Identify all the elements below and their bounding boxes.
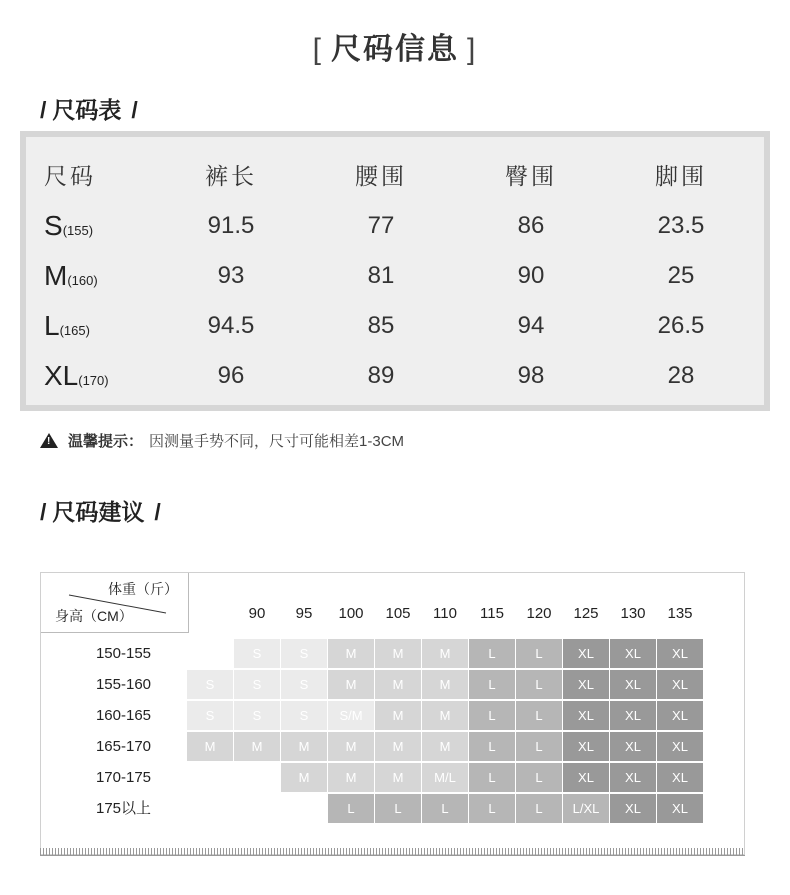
size-cell: L	[469, 763, 515, 792]
size-cell: L	[516, 701, 562, 730]
size-cell: M	[422, 732, 468, 761]
tip-label: 温馨提示：	[68, 433, 144, 450]
column-header: 尺码	[44, 163, 96, 189]
weight-label: 115	[480, 605, 504, 622]
height-label: 155-160	[95, 676, 152, 693]
size-label	[44, 301, 164, 351]
size-cell: XL	[610, 763, 656, 792]
size-chart-heading	[38, 92, 144, 125]
size-cell: S	[234, 639, 280, 668]
weight-label: 95	[295, 605, 313, 622]
measurement-value: 23.5	[657, 212, 705, 239]
size-cell: S	[281, 701, 327, 730]
weight-label: 110	[433, 605, 457, 622]
measurement-value: 96	[217, 362, 245, 389]
size-cell: L	[375, 794, 421, 823]
measurement-value: 90	[517, 262, 545, 289]
size-label	[44, 351, 164, 401]
title-text: 尺码信息	[331, 33, 459, 66]
size-cell: M	[375, 732, 421, 761]
size-chart-heading-text: 尺码表	[52, 97, 122, 123]
title-bracket-open: [	[312, 33, 323, 66]
measurement-value: 91.5	[207, 212, 255, 239]
weight-label: 120	[526, 605, 552, 622]
size-cell: XL	[610, 794, 656, 823]
size-cell: L	[469, 732, 515, 761]
size-cell: M/L	[422, 763, 468, 792]
size-cell: XL	[657, 670, 703, 699]
size-cell: L	[469, 639, 515, 668]
size-height: (155)	[62, 223, 94, 238]
corner-header	[41, 573, 189, 633]
measurement-value: 25	[667, 262, 695, 289]
size-cell: XL	[563, 639, 609, 668]
size-cell: L	[469, 670, 515, 699]
size-cell: S	[187, 670, 233, 699]
size-code: S	[44, 210, 63, 241]
size-height: (160)	[67, 273, 98, 288]
height-label: 175以上	[95, 800, 152, 817]
size-cell: XL	[563, 763, 609, 792]
measurement-value: 86	[517, 212, 545, 239]
size-cell: M	[422, 670, 468, 699]
size-cell: M	[375, 701, 421, 730]
measurement-value: 98	[517, 362, 545, 389]
size-cell: XL	[610, 670, 656, 699]
size-cell: S	[234, 670, 280, 699]
weight-label: 130	[620, 605, 646, 622]
size-row	[26, 251, 764, 301]
column-header: 腰围	[355, 163, 407, 189]
size-label	[44, 251, 164, 301]
weight-label: 125	[573, 605, 599, 622]
size-label	[44, 201, 164, 251]
size-row	[26, 301, 764, 351]
measurement-value: 89	[367, 362, 395, 389]
size-cell: XL	[610, 732, 656, 761]
slash-icon: /	[40, 97, 47, 123]
size-cell: M	[375, 639, 421, 668]
measurement-value: 28	[667, 362, 695, 389]
height-label: 170-175	[95, 769, 152, 786]
size-cell: XL	[610, 639, 656, 668]
weight-label: 105	[385, 605, 411, 622]
size-cell: M	[422, 639, 468, 668]
column-header: 臀围	[505, 163, 557, 189]
size-cell: L	[516, 763, 562, 792]
size-cell: XL	[563, 732, 609, 761]
recommendation-heading	[38, 494, 167, 527]
size-cell: M	[328, 763, 374, 792]
slash-icon: /	[131, 97, 138, 123]
measurement-value: 85	[367, 312, 395, 339]
tip-line	[40, 430, 404, 451]
size-cell: M	[375, 763, 421, 792]
height-label: 160-165	[95, 707, 152, 724]
corner-weight-label: 体重（斤）	[108, 581, 178, 597]
slash-icon: /	[154, 499, 161, 525]
page-title	[0, 24, 790, 68]
size-cell: L	[516, 639, 562, 668]
measurement-value: 93	[217, 262, 245, 289]
size-recommendation-grid	[40, 572, 745, 855]
size-cell: L	[422, 794, 468, 823]
size-chart-header-row	[26, 151, 764, 201]
measurement-value: 94	[517, 312, 545, 339]
size-cell: XL	[657, 794, 703, 823]
size-height: (165)	[59, 323, 90, 338]
size-cell: L/XL	[563, 794, 609, 823]
size-code: XL	[44, 360, 79, 391]
size-row	[26, 201, 764, 251]
weight-label: 100	[338, 605, 364, 622]
size-cell: M	[234, 732, 280, 761]
title-bracket-close: ]	[467, 33, 478, 66]
column-header: 脚围	[655, 163, 707, 189]
size-cell: M	[328, 639, 374, 668]
measurement-value: 94.5	[207, 312, 255, 339]
size-cell: S	[187, 701, 233, 730]
size-code: M	[44, 260, 68, 291]
tip-text: 因测量手势不同，尺寸可能相差1-3CM	[149, 433, 405, 450]
weight-label: 90	[248, 605, 266, 622]
size-cell: XL	[563, 670, 609, 699]
warning-icon	[40, 433, 58, 448]
size-cell: S/M	[328, 701, 374, 730]
slash-icon: /	[40, 499, 47, 525]
corner-height-label: 身高（CM）	[55, 608, 133, 624]
size-cell: XL	[657, 701, 703, 730]
measurement-value: 81	[367, 262, 395, 289]
size-cell: L	[469, 794, 515, 823]
ruler-divider	[40, 848, 745, 856]
measurement-value: 77	[367, 212, 395, 239]
size-cell: L	[516, 794, 562, 823]
size-height: (170)	[78, 373, 109, 388]
height-label: 150-155	[95, 645, 152, 662]
recommendation-heading-text: 尺码建议	[52, 499, 145, 525]
size-cell: L	[469, 701, 515, 730]
size-chart-table	[20, 131, 770, 411]
size-cell: S	[281, 639, 327, 668]
size-cell: M	[281, 732, 327, 761]
size-cell: XL	[610, 701, 656, 730]
height-label: 165-170	[95, 738, 152, 755]
size-cell: L	[516, 670, 562, 699]
size-cell: M	[281, 763, 327, 792]
size-cell: S	[281, 670, 327, 699]
size-cell: S	[234, 701, 280, 730]
size-cell: M	[328, 670, 374, 699]
size-row	[26, 351, 764, 401]
size-cell: XL	[657, 763, 703, 792]
size-cell: M	[187, 732, 233, 761]
size-cell: XL	[563, 701, 609, 730]
size-cell: XL	[657, 639, 703, 668]
size-cell: XL	[657, 732, 703, 761]
column-header: 裤长	[205, 163, 257, 189]
size-cell: M	[375, 670, 421, 699]
size-cell: M	[328, 732, 374, 761]
size-cell: M	[422, 701, 468, 730]
weight-label: 135	[667, 605, 693, 622]
size-cell: L	[328, 794, 374, 823]
size-cell: L	[516, 732, 562, 761]
size-code: L	[44, 310, 60, 341]
measurement-value: 26.5	[657, 312, 705, 339]
